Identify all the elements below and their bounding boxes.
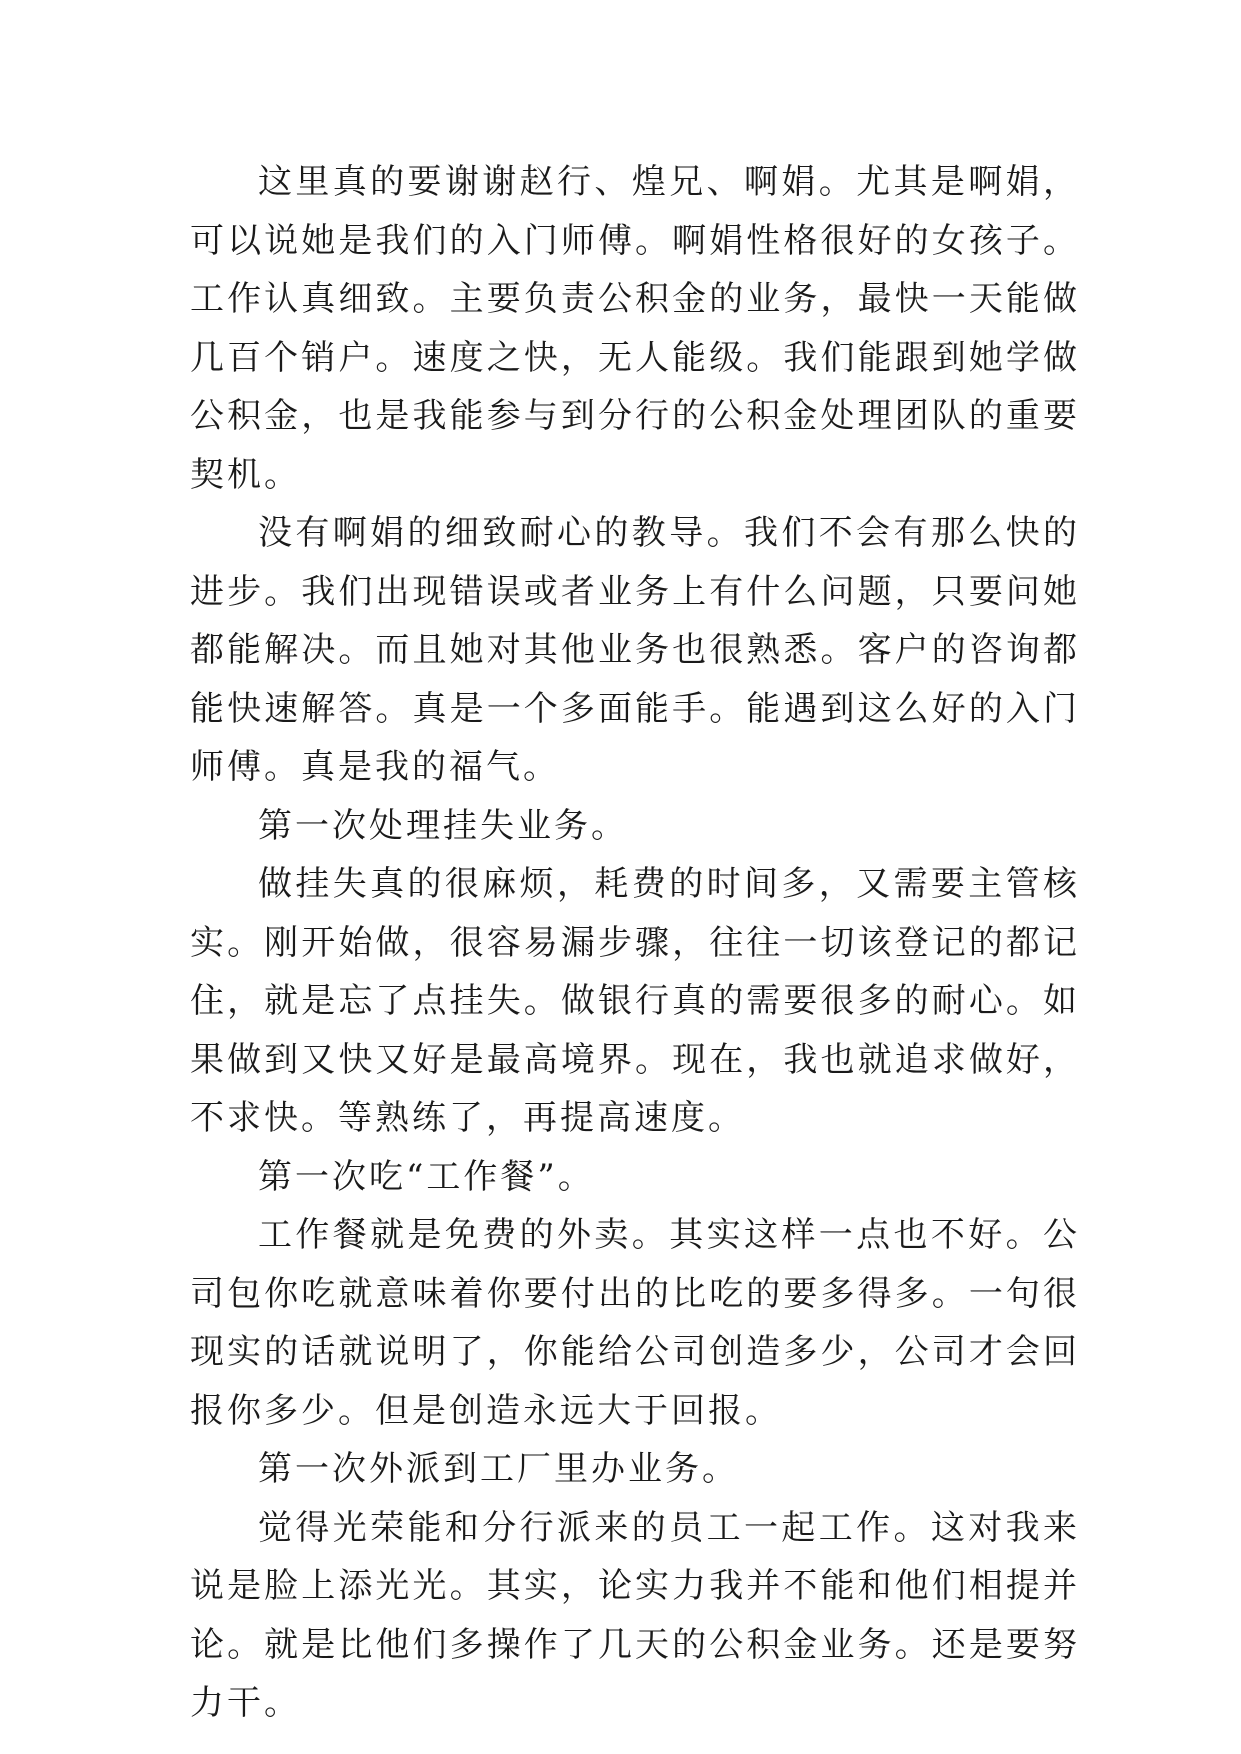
heading-first-loss-report: 第一次处理挂失业务。 [258,805,628,846]
paragraph-mentor: 没有啊娟的细致耐心的教导。我们不会有那么快的进步。我们出现错误或者业务上有什么问题，只要问她都能解决。而且她对其他业务也很熟悉。客户的咨询都能快速解答。真是一个多面能手。能遇到这么好的入门师傅。真是我的福气。 [190,513,1080,787]
heading-first-work-meal: 第一次吃“工作餐”。 [258,1156,595,1197]
heading-first-factory-assignment: 第一次外派到工厂里办业务。 [258,1449,739,1489]
paragraph-work-meal: 工作餐就是免费的外卖。其实这样一点也不好。公司包你吃就意味着你要付出的比吃的要多得多。一句很现实的话就说明了，你能给公司创造多少，公司才会回报你多少。但是创造永远大于回报。 [190,1215,1080,1431]
paragraph-thanks: 这里真的要谢谢赵行、煌兄、啊娟。尤其是啊娟，可以说她是我们的入门师傅。啊娟性格很好的女孩子。工作认真细致。主要负责公积金的业务，最快一天能做几百个销户。速度之快，无人能级。我们能跟到她学做公积金，也是我能参与到分行的公积金处理团队的重要契机。 [190,162,1080,495]
paragraph-factory-assignment: 觉得光荣能和分行派来的员工一起工作。这对我来说是脸上添光光。其实，论实力我并不能和他们相提并论。就是比他们多操作了几天的公积金业务。还是要努力干。 [190,1507,1080,1723]
paragraph-loss-report: 做挂失真的很麻烦，耗费的时间多，又需要主管核实。刚开始做，很容易漏步骤，往往一切该登记的都记住，就是忘了点挂失。做银行真的需要很多的耐心。如果做到又快又好是最高境界。现在，我也就追求做好，不求快。等熟练了，再提高速度。 [190,864,1080,1138]
document-body [190,153,1080,1733]
